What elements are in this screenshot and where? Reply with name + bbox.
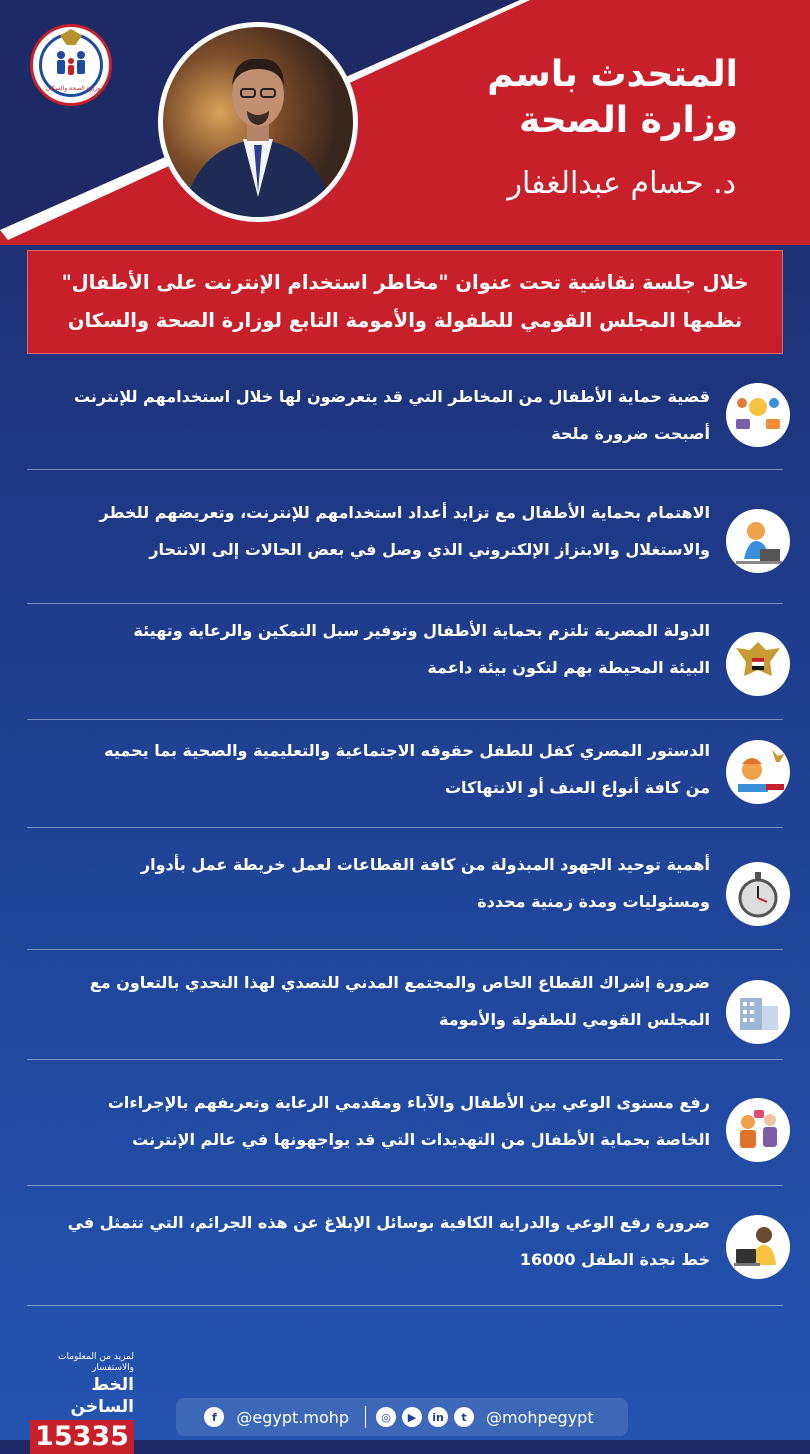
facebook-icon[interactable]: f <box>204 1407 224 1427</box>
item-line-2: المجلس القومي للطفولة والأمومة <box>438 1010 710 1029</box>
divider <box>27 469 783 470</box>
linkedin-icon[interactable]: in <box>428 1407 448 1427</box>
hotline-block <box>22 1352 134 1454</box>
divider <box>27 1059 783 1060</box>
facebook-handle[interactable]: @egypt.mohp <box>236 1407 350 1427</box>
item-line-1: ضرورة رفع الوعي والدراية الكافية بوسائل الإبلاغ عن هذه الجرائم، التي تتمثل في <box>67 1213 710 1232</box>
youtube-icon[interactable]: ▶ <box>402 1407 422 1427</box>
egypt-eagle-icon <box>726 632 790 696</box>
intro-line-1: خلال جلسة نقاشية تحت عنوان "مخاطر استخدام الإنترنت على الأطفال" <box>61 271 749 294</box>
item-line-1: أهمية توحيد الجهود المبذولة من كافة القطاعات لعمل خريطة عمل بأدوار <box>140 855 710 874</box>
item-line-1: رفع مستوى الوعي بين الأطفال والآباء ومقدمي الرعاية وتعريفهم بالإجراءات <box>107 1093 710 1112</box>
intro-line-2: نظمها المجلس القومي للطفولة والأمومة التابع لوزارة الصحة والسكان <box>67 309 743 332</box>
logo-text: وزارة الصحة والسكان <box>45 85 101 92</box>
item-line-1: قضية حماية الأطفال من المخاطر التي قد يتعرضون لها خلال استخدامهم للإنترنت <box>73 387 710 406</box>
item-line-2: أصبحت ضرورة ملحة <box>551 424 710 443</box>
hotline-label: الخط الساخن <box>70 1375 134 1417</box>
intro-box <box>27 250 783 354</box>
item-line-1: الدولة المصرية تلتزم بحماية الأطفال وتوفير سبل التمكين والرعاية وتهيئة <box>133 621 710 640</box>
divider <box>27 719 783 720</box>
kids-devices-icon <box>726 383 790 447</box>
hotline-small-text: لمزيد من المعلومات والاستفسار <box>58 1352 134 1373</box>
item-line-2: ومسئوليات ومدة زمنية محددة <box>477 892 710 911</box>
building-icon <box>726 980 790 1044</box>
header <box>0 0 810 245</box>
speaker-figure <box>163 27 353 217</box>
speaker-photo <box>158 22 358 222</box>
item-line-2: من كافة أنواع العنف أو الانتهاكات <box>444 778 710 797</box>
ministry-logo <box>30 24 112 106</box>
person-laptop-icon <box>726 1215 790 1279</box>
instagram-icon[interactable]: ◎ <box>376 1407 396 1427</box>
divider <box>365 1406 366 1428</box>
social-handle[interactable]: @mohpegypt <box>486 1407 594 1427</box>
item-line-1: ضرورة إشراك القطاع الخاص والمجتمع المدني للتصدي لهذا التحدي بالتعاون مع <box>89 973 710 992</box>
item-line-1: الدستور المصري كفل للطفل حقوقه الاجتماعية والتعليمية والصحية بما يحميه <box>104 741 710 760</box>
stopwatch-icon <box>726 862 790 926</box>
divider <box>27 1185 783 1186</box>
awareness-icon <box>726 1098 790 1162</box>
child-constitution-icon <box>726 740 790 804</box>
family-icon <box>53 49 89 79</box>
item-line-2: الخاصة بحماية الأطفال من التهديدات التي قد يواجهونها في عالم الإنترنت <box>132 1130 710 1149</box>
child-laptop-icon <box>726 509 790 573</box>
twitter-icon[interactable]: t <box>454 1407 474 1427</box>
divider <box>27 1305 783 1306</box>
item-line-2: خط نجدة الطفل 16000 <box>519 1250 710 1269</box>
item-line-2: البيئة المحيطة بهم لتكون بيئة داعمة <box>427 658 710 677</box>
divider <box>27 949 783 950</box>
item-line-2: والاستغلال والابتزاز الإلكتروني الذي وصل في بعض الحالات إلى الانتحار <box>149 540 710 559</box>
page-title <box>487 52 738 144</box>
divider <box>27 603 783 604</box>
hotline-number[interactable]: 15335 <box>30 1420 134 1454</box>
item-line-1: الاهتمام بحماية الأطفال مع تزايد أعداد استخدامهم للإنترنت، وتعريضهم للخطر <box>99 503 710 522</box>
divider <box>27 827 783 828</box>
title-line-2: وزارة الصحة <box>518 100 738 141</box>
social-bar <box>176 1398 628 1436</box>
title-line-1: المتحدث باسم <box>487 54 738 95</box>
speaker-name: د. حسام عبدالغفار <box>507 166 736 201</box>
